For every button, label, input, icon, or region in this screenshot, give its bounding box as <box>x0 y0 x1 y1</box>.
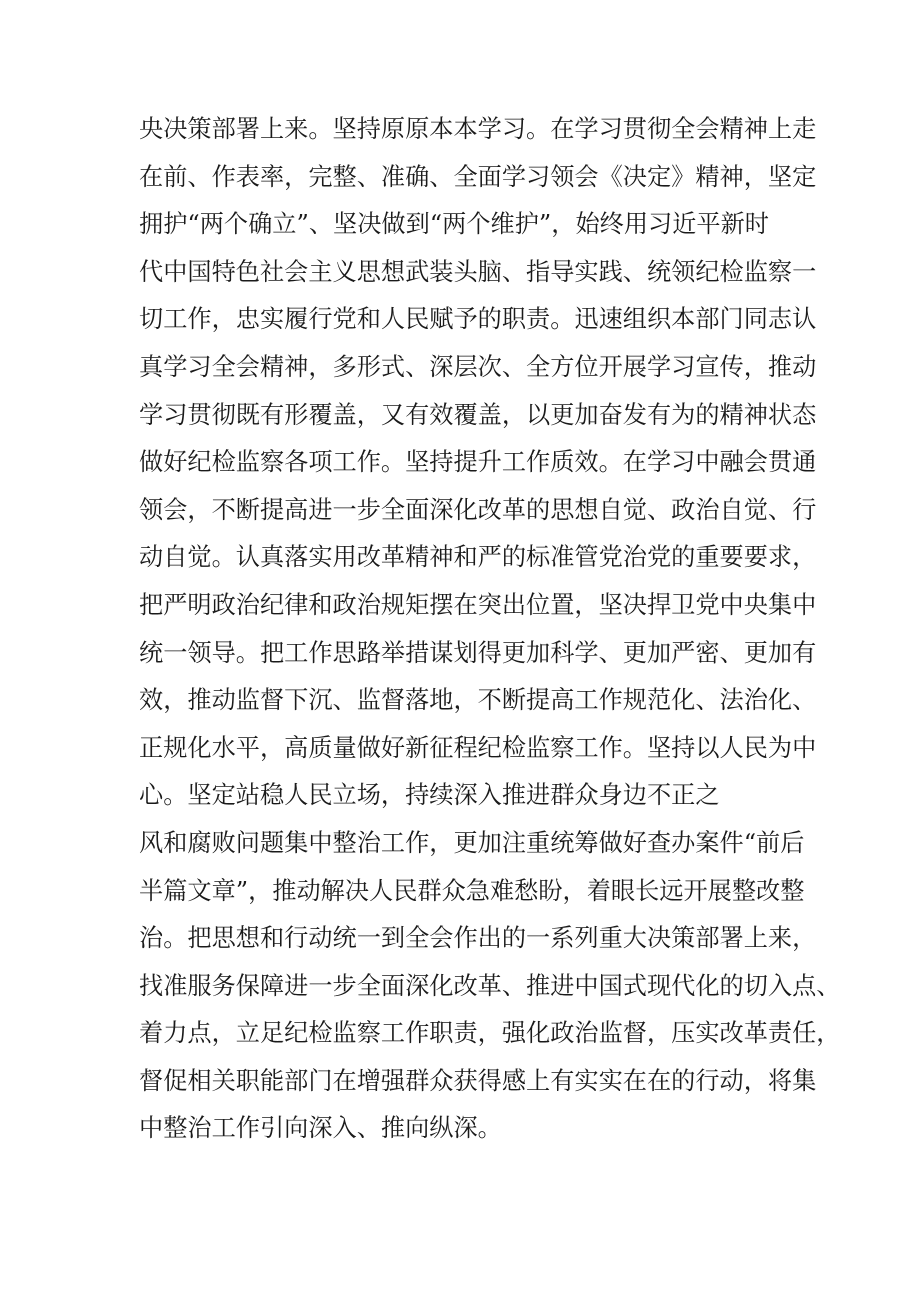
text-line: 正规化水平，高质量做好新征程纪检监察工作。坚持以人民为中 <box>139 733 817 762</box>
body-text <box>139 106 841 1153</box>
text-line: 拥护“两个确立”、坚决做到“两个维护”，始终用习近平新时 <box>139 210 769 239</box>
text-line: 效，推动监督下沉、监督落地，不断提高工作规范化、法治化、 <box>139 686 817 715</box>
text-line: 统一领导。把工作思路举措谋划得更加科学、更加严密、更加有 <box>139 638 817 667</box>
text-line: 风和腐败问题集中整治工作，更加注重统筹做好查办案件“前后 <box>139 828 805 857</box>
text-line: 半篇文章”，推动解决人民群众急难愁盼，着眼长远开展整改整 <box>139 876 805 905</box>
text-line: 切工作，忠实履行党和人民赋予的职责。迅速组织本部门同志认 <box>139 305 817 334</box>
text-line: 央决策部署上来。坚持原原本本学习。在学习贯彻全会精神上走 <box>139 115 817 143</box>
text-line: 着力点，立足纪检监察工作职责，强化政治监督，压实改革责任， <box>139 1019 841 1048</box>
text-line: 把严明政治纪律和政治规矩摆在突出位置，坚决捍卫党中央集中 <box>139 590 817 619</box>
text-line: 中整治工作引向深入、推向纵深。 <box>139 1114 502 1143</box>
text-line: 学习贯彻既有形覆盖，又有效覆盖，以更加奋发有为的精神状态 <box>139 400 817 429</box>
text-line: 代中国特色社会主义思想武装头脑、指导实践、统领纪检监察一 <box>139 257 817 286</box>
text-line: 找准服务保障进一步全面深化改革、推进中国式现代化的切入点、 <box>139 971 841 1000</box>
text-line: 督促相关职能部门在增强群众获得感上有实实在在的行动，将集 <box>139 1066 817 1095</box>
text-line: 真学习全会精神，多形式、深层次、全方位开展学习宣传，推动 <box>139 352 817 381</box>
text-line: 做好纪检监察各项工作。坚持提升工作质效。在学习中融会贯通 <box>139 448 817 477</box>
text-line: 领会，不断提高进一步全面深化改革的思想自觉、政治自觉、行 <box>139 495 817 524</box>
text-line: 治。把思想和行动统一到全会作出的一系列重大决策部署上来， <box>139 924 817 953</box>
text-line: 在前、作表率，完整、准确、全面学习领会《决定》精神，坚定 <box>139 162 817 191</box>
text-line: 心。坚定站稳人民立场，持续深入推进群众身边不正之 <box>139 781 720 810</box>
text-line: 动自觉。认真落实用改革精神和严的标准管党治党的重要要求， <box>139 543 817 572</box>
